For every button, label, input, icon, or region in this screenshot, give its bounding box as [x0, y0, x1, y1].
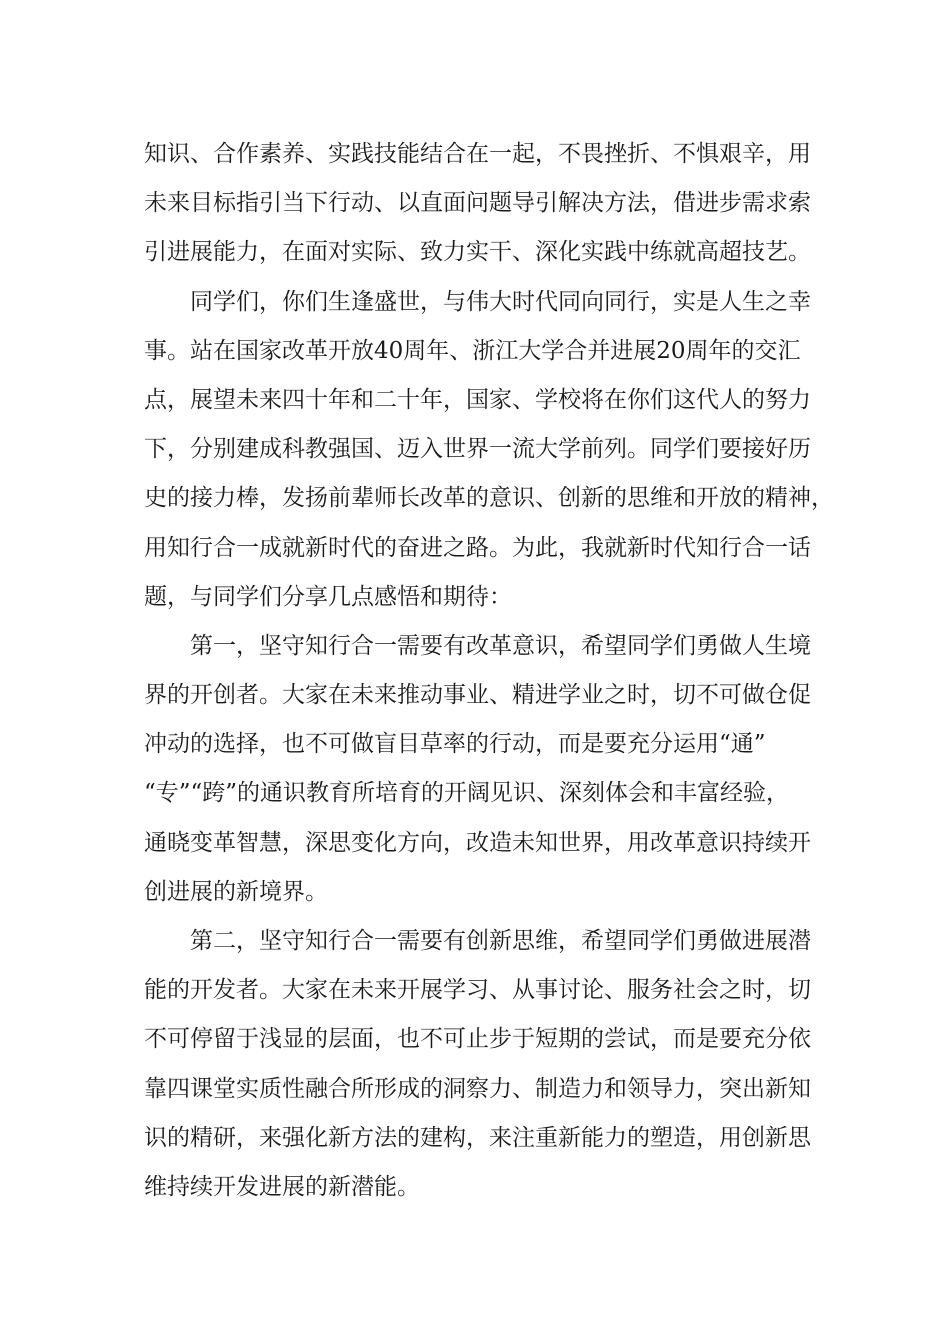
text-line: 用知行合一成就新时代的奋进之路。为此，我就新时代知行合一话: [144, 534, 811, 561]
text-line: 题，与同学们分享几点感悟和期待：: [144, 583, 512, 610]
text-line: 引进展能力，在面对实际、致力实干、深化实践中练就高超技艺。: [144, 239, 811, 266]
paragraph-p4: [144, 917, 834, 1212]
paragraph-p2: [144, 278, 834, 622]
text-line: 创进展的新境界。: [144, 878, 328, 905]
text-line-first: 第一，坚守知行合一需要有改革意识，希望同学们勇做人生境: [190, 632, 811, 659]
text-line-first: 同学们，你们生逢盛世，与伟大时代同向同行，实是人生之幸: [190, 288, 811, 315]
text-line: 事。站在国家改革开放40周年、浙江大学合并进展20周年的交汇: [144, 337, 801, 364]
text-line: 不可停留于浅显的层面，也不可止步于短期的尝试，而是要充分依: [144, 1026, 811, 1053]
text-line: 冲动的选择，也不可做盲目草率的行动，而是要充分运用“通”: [144, 731, 766, 758]
text-line: 未来目标指引当下行动、以直面问题导引解决方法，借进步需求索: [144, 190, 811, 217]
text-line: 通晓变革智慧，深思变化方向，改造未知世界，用改革意识持续开: [144, 829, 811, 856]
text-line: 能的开发者。大家在未来开展学习、从事讨论、服务社会之时，切: [144, 977, 811, 1004]
text-line: 点，展望未来四十年和二十年，国家、学校将在你们这代人的努力: [144, 386, 811, 413]
paragraph-p1-continuation: [144, 130, 834, 278]
text-line: 界的开创者。大家在未来推动事业、精进学业之时，切不可做仓促: [144, 682, 811, 709]
text-line: 史的接力棒，发扬前辈师长改革的意识、创新的思维和开放的精神，: [144, 485, 834, 512]
text-line: 知识、合作素养、实践技能结合在一起，不畏挫折、不惧艰辛，用: [144, 141, 811, 167]
text-line: “专”“跨”的通识教育所培育的开阔见识、深刻体会和丰富经验，: [144, 780, 790, 807]
document-body: [144, 130, 834, 1212]
text-line: 靠四课堂实质性融合所形成的洞察力、制造力和领导力，突出新知: [144, 1075, 811, 1102]
text-line: 识的精研，来强化新方法的建构，来注重新能力的塑造，用创新思: [144, 1124, 811, 1151]
text-line-first: 第二，坚守知行合一需要有创新思维，希望同学们勇做进展潜: [190, 928, 811, 954]
paragraph-p3: [144, 622, 834, 917]
text-line: 下，分别建成科教强国、迈入世界一流大学前列。同学们要接好历: [144, 436, 811, 463]
text-line: 维持续开发进展的新潜能。: [144, 1173, 420, 1200]
